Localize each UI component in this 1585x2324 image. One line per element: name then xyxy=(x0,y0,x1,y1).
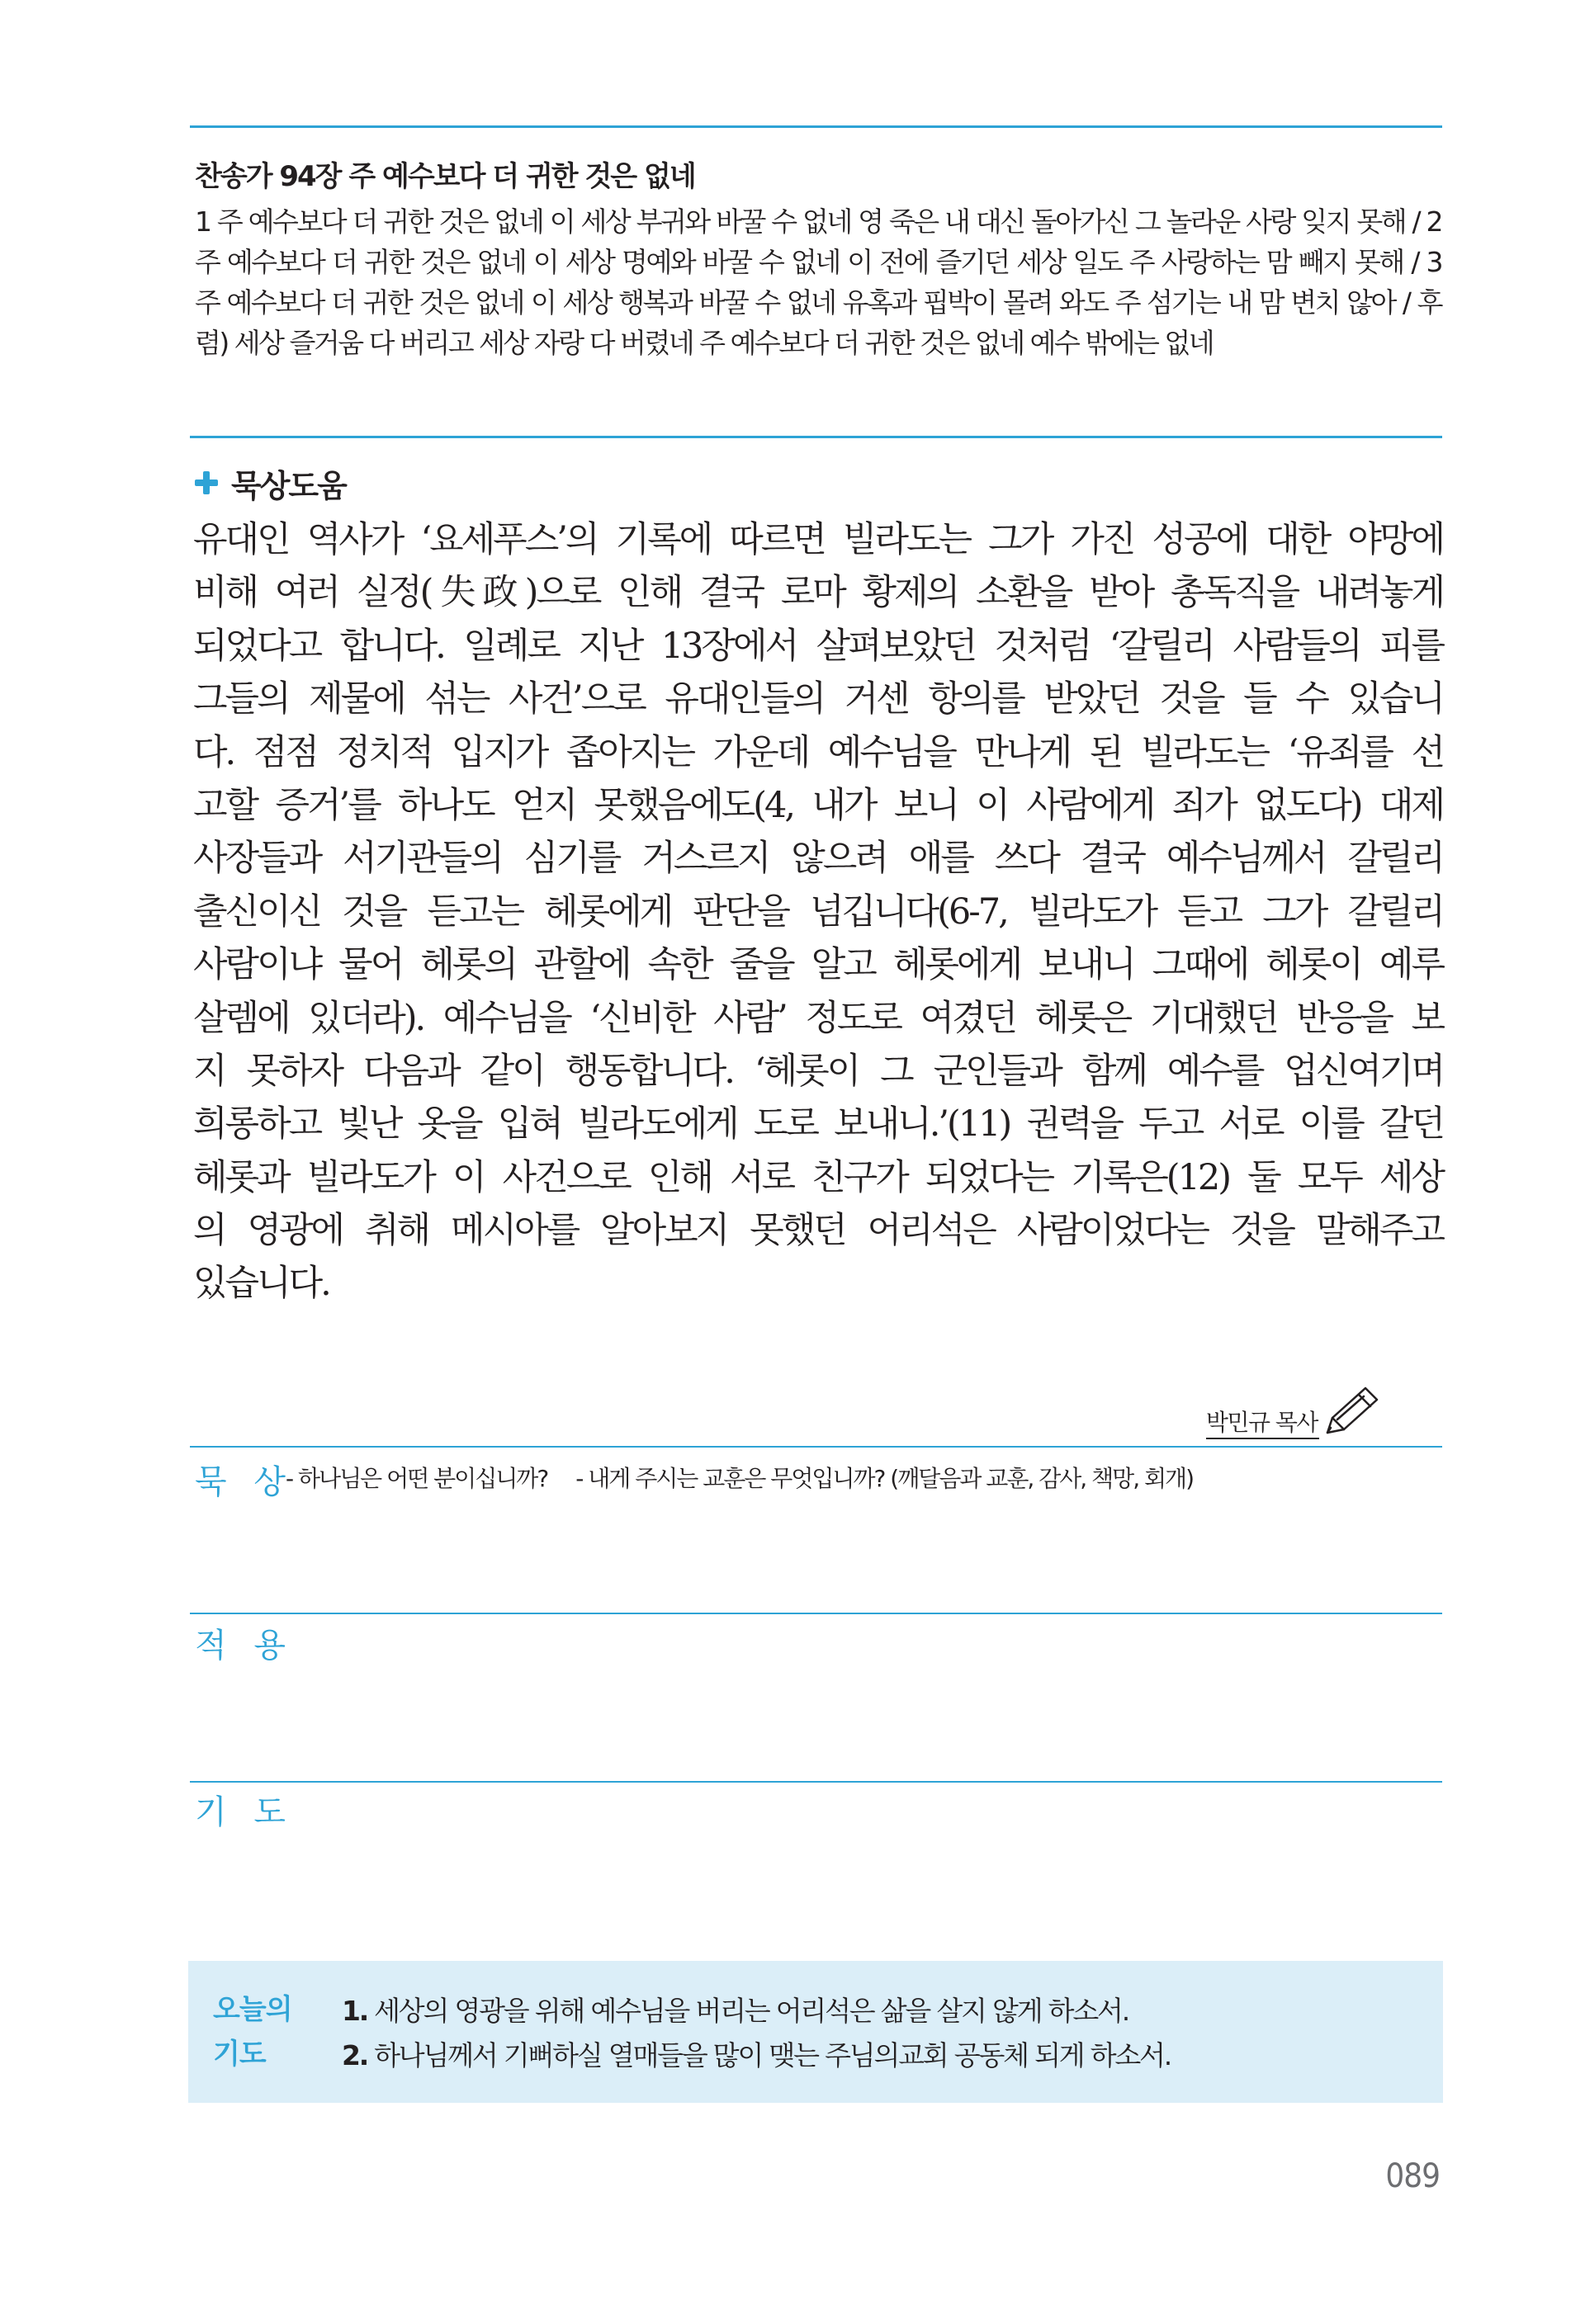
todays-prayer-label-line2: 기도 xyxy=(213,2038,266,2071)
application-divider xyxy=(190,1613,1442,1614)
meditation-help-title: 묵상도움 xyxy=(231,467,346,504)
body-line: 되었다고 합니다. 일례로 지난 13장에서 살펴보았던 것처럼 ‘갈릴리 사람들의 피를 xyxy=(193,625,1443,667)
meditation-divider xyxy=(190,1446,1442,1448)
todays-prayer-label-line1: 오늘의 xyxy=(213,1993,292,2026)
meditation-help-body xyxy=(193,513,1443,1311)
prayer-item-text: 하나님께서 기뻐하실 열매들을 많이 맺는 주님의교회 공동체 되게 하소서. xyxy=(374,2039,1171,2071)
prayer-item-number: 2. xyxy=(342,2039,368,2071)
prayer-item-text: 세상의 영광을 위해 예수님을 버리는 어리석은 삶을 살지 않게 하소서. xyxy=(374,1995,1128,2027)
pencil-icon xyxy=(1321,1383,1380,1436)
body-line: 다. 점점 정치적 입지가 좁아지는 가운데 예수님을 만나게 된 빌라도는 ‘유죄를 선 xyxy=(193,731,1443,773)
meditation-help-heading xyxy=(195,462,346,503)
meditation-question-1: - 하나님은 어떤 분이십니까? xyxy=(286,1465,548,1492)
body-line: 그들의 제물에 섞는 사건’으로 유대인들의 거센 항의를 받았던 것을 들 수 있습니 xyxy=(193,678,1443,720)
body-line: 유대인 역사가 ‘요세푸스’의 기록에 따르면 빌라도는 그가 가진 성공에 대한 야망에 xyxy=(193,519,1443,560)
prayer-item-number: 1. xyxy=(342,1995,368,2027)
page-number: 089 xyxy=(1385,2157,1440,2195)
top-divider xyxy=(190,125,1442,128)
body-line: 의 영광에 취해 메시아를 알아보지 못했던 어리석은 사람이었다는 것을 말해주고 xyxy=(193,1210,1443,1252)
body-line: 사람이냐 물어 헤롯의 관할에 속한 줄을 알고 헤롯에게 보내니 그때에 헤롯이 예루 xyxy=(193,944,1443,986)
body-line: 살렘에 있더라). 예수님을 ‘신비한 사람’ 정도로 여겼던 헤롯은 기대했던 반응을 보 xyxy=(193,997,1443,1039)
author-signature xyxy=(1206,1383,1380,1439)
prayer-divider xyxy=(190,1781,1442,1783)
hymn-lyrics: 1 주 예수보다 더 귀한 것은 없네 이 세상 부귀와 바꿀 수 없네 영 죽은 내 대신 돌아가신 그 놀라운 사랑 잊지 못해 / 2 주 예수보다 더 귀한 것은 없네 이 세상 명예와 바꿀 수 없네 이 전에 즐기던 세상 일도 주 사랑하는 맘 빼지 못해 / 3 주 예수보다 더 귀한 것은 없네 이 세상 행복과 바꿀 수 없네 유혹과 핍박이 몰려 와도 주 섬기는 내 맘 변치 않아 / 후렴) 세상 즐거움 다 버리고 세상 자랑 다 버렸네 주 예수보다 더 귀한 것은 없네 예수 밖에는 없네 xyxy=(195,205,1441,359)
body-line: 헤롯과 빌라도가 이 사건으로 인해 서로 친구가 되었다는 기록은(12) 둘 모두 세상 xyxy=(193,1156,1443,1198)
body-line: 고할 증거’를 하나도 얻지 못했음에도(4, 내가 보니 이 사람에게 죄가 없도다) 대제 xyxy=(193,784,1443,826)
body-line: 희롱하고 빛난 옷을 입혀 빌라도에게 도로 보내니.’(11) 권력을 두고 서로 이를 갈던 xyxy=(193,1103,1443,1145)
plus-icon xyxy=(195,471,218,494)
body-line: 있습니다. xyxy=(193,1263,329,1305)
meditation-questions xyxy=(286,1461,1221,1494)
hymn-divider xyxy=(190,436,1442,438)
author-name: 박민규 목사 xyxy=(1206,1408,1319,1439)
application-label: 적 용 xyxy=(195,1627,294,1665)
hymn-title: 찬송가 94장 주 예수보다 더 귀한 것은 없네 xyxy=(195,160,695,193)
meditation-question-2: - 내게 주시는 교훈은 무엇입니까? (깨달음과 교훈, 감사, 책망, 회개) xyxy=(575,1465,1194,1492)
todays-prayer-items xyxy=(342,1989,1171,2078)
prayer-item-2 xyxy=(342,2034,1171,2078)
body-line: 사장들과 서기관들의 심기를 거스르지 않으려 애를 쓰다 결국 예수님께서 갈릴리 xyxy=(193,838,1443,880)
prayer-item-1 xyxy=(342,1989,1171,2034)
prayer-label: 기 도 xyxy=(195,1793,294,1831)
todays-prayer-label xyxy=(213,1987,292,2076)
meditation-label: 묵 상 xyxy=(195,1463,294,1501)
body-line: 출신이신 것을 듣고는 헤롯에게 판단을 넘깁니다(6-7, 빌라도가 듣고 그가 갈릴리 xyxy=(193,890,1443,933)
body-line: 지 못하자 다음과 같이 행동합니다. ‘헤롯이 그 군인들과 함께 예수를 업신여기며 xyxy=(193,1050,1443,1092)
todays-prayer-box xyxy=(188,1961,1443,2103)
body-line: 비해 여러 실정(失政)으로 인해 결국 로마 황제의 소환을 받아 총독직을 내려놓게 xyxy=(193,572,1443,614)
